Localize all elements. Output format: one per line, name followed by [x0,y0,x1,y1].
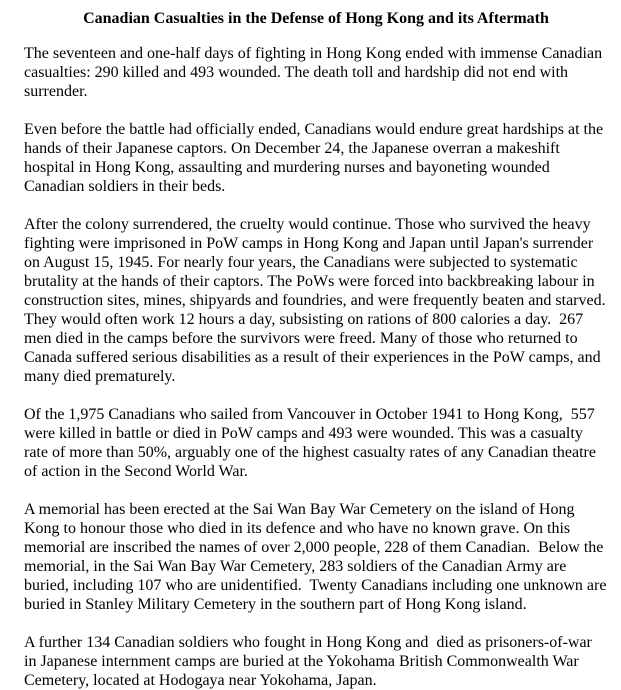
paragraph-casualty-summary: The seventeen and one-half days of fighting in Hong Kong ended with immense Canadian casualties: 290 killed and 493 wounded. The death toll and hardship did not end with surrender. [24,45,607,100]
paragraph-sai-wan-memorial: A memorial has been erected at the Sai Wan Bay War Cemetery on the island of Hong Kong to honour those who died in its defence and who have no known grave. On this memorial are inscribed the names of over 2,000 people, 228 of them Canadian. Below the memorial, in the Sai Wan Bay War Cemetery, 283 soldiers of the Canadian Army are buried, including 107 who are unidentified. Twenty Canadians including one unknown are buried in Stanley Military Cemetery in the southern part of Hong Kong island. [24,501,611,613]
paragraph-hospital-atrocity: Even before the battle had officially ended, Canadians would endure great hardships at the hands of their Japanese captors. On December 24, the Japanese overran a makeshift hospital in Hong Kong, assaulting and murdering nurses and bayoneting wounded Canadian soldiers in their beds. [24,121,608,195]
paragraph-yokohama-cemetery: A further 134 Canadian soldiers who fought in Hong Kong and died as prisoners-of-war in Japanese internment camps are buried at the Yokohama British Commonwealth War Cemetery, located at Hodogaya near Yokohama, Japan. [24,634,596,689]
paragraph-casualty-rate: Of the 1,975 Canadians who sailed from Vancouver in October 1941 to Hong Kong, 557 were killed in battle or died in PoW camps and 493 were wounded. This was a casualty rate of more than 50%, arguably one of the highest casualty rates of any Canadian theatre of action in the Second World War. [24,406,600,480]
paragraph-pow-camps: After the colony surrendered, the cruelty would continue. Those who survived the heavy fighting were imprisoned in PoW camps in Hong Kong and Japan until Japan's surrender on August 15, 1945. For nearly four years, the Canadians were subjected to systematic brutality at the hands of their captors. The PoWs were forced into backbreaking labour in construction sites, mines, shipyards and foundries, and were frequently beaten and starved. They would often work 12 hours a day, subsisting on rations of 800 calories a day. 267 men died in the camps before the survivors were freed. Many of those who returned to Canada suffered serious disabilities as a result of their experiences in the PoW camps, and many died prematurely. [24,216,614,385]
document-title: Canadian Casualties in the Defense of Hong Kong and its Aftermath [83,10,549,27]
